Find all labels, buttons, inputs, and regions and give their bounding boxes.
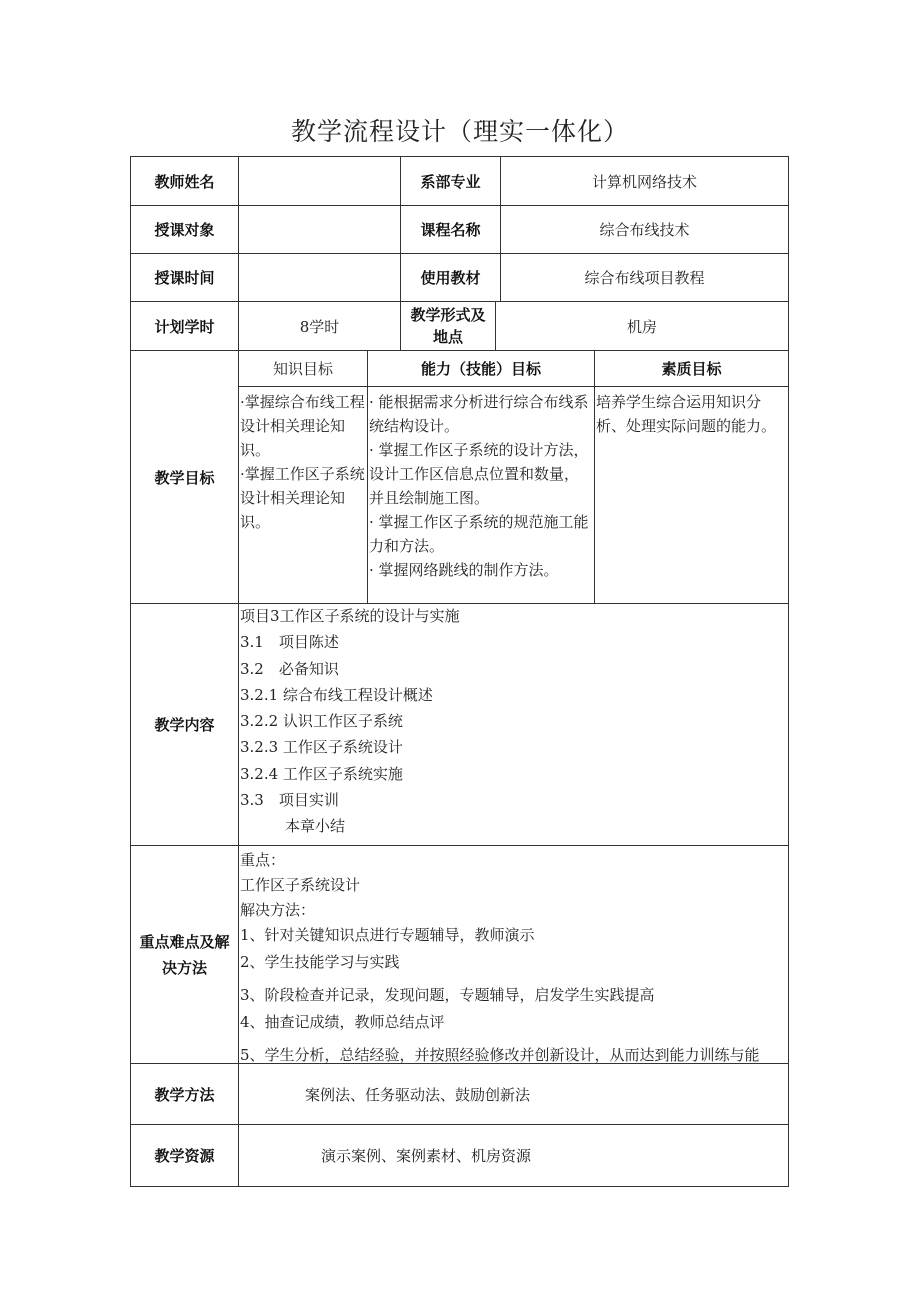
list-item: · 掌握工作区子系统的设计方法，设计工作区信息点位置和数量，并且绘制施工图。 (369, 441, 589, 507)
course-value: 综合布线技术 (599, 221, 690, 239)
list-item: · 掌握网络跳线的制作方法。 (369, 561, 559, 579)
content-label: 教学内容 (154, 716, 215, 734)
audience-label: 授课对象 (154, 221, 215, 239)
teacher-name-label: 教师姓名 (154, 172, 215, 191)
content-lines (240, 603, 780, 845)
list-item: 本章小结 (240, 817, 346, 836)
key-points-label: 重点难点及解决方法 (139, 932, 230, 977)
resources-label: 教学资源 (154, 1147, 215, 1165)
list-item: 项目3工作区子系统的设计与实施 (240, 607, 460, 625)
audience-field[interactable] (239, 206, 400, 253)
list-item: 工作区子系统设计 (240, 876, 361, 894)
hours-value: 8学时 (299, 317, 340, 336)
list-item: 1、针对关键知识点进行专题辅导，教师演示 (240, 926, 535, 944)
time-label: 授课时间 (154, 269, 215, 287)
list-item: 4、抽查记成绩，教师总结点评 (240, 1013, 445, 1031)
course-label: 课程名称 (420, 221, 481, 239)
list-item: 3.2.2 认识工作区子系统 (240, 712, 403, 731)
form-value: 机房 (626, 317, 657, 336)
quality-text (596, 390, 786, 600)
knowledge-items (240, 390, 367, 600)
department-value: 计算机网络技术 (591, 172, 697, 191)
list-item: 3、阶段检查并记录，发现问题，专题辅导，启发学生实践提高 (240, 986, 655, 1004)
quality-paragraph: 培养学生综合运用知识分析、处理实际问题的能力。 (596, 393, 777, 435)
list-item: 3.3 项目实训 (240, 791, 339, 810)
col-divider (367, 350, 368, 604)
table-border-right (788, 156, 789, 1187)
teacher-name-field[interactable] (239, 157, 400, 205)
row-divider (238, 386, 789, 387)
list-item: ·掌握综合布线工程设计相关理论知识。 (240, 393, 365, 459)
list-item: 3.2.4 工作区子系统实施 (240, 764, 403, 783)
textbook-label: 使用教材 (420, 269, 481, 287)
ability-header: 能力（技能）目标 (420, 360, 541, 378)
list-item (240, 840, 780, 845)
col-divider (594, 350, 595, 604)
list-item: · 能根据需求分析进行综合布线系统结构设计。 (369, 393, 589, 435)
list-item: · 掌握工作区子系统的规范施工能力和方法。 (369, 513, 589, 555)
methods-value: 案例法、任务驱动法、鼓励创新法 (305, 1085, 531, 1104)
list-item: ·掌握工作区子系统设计相关理论知识。 (240, 465, 365, 531)
list-item: 5、学生分析，总结经验，并按照经验修改并创新设计，从而达到能力训练与能 (240, 1046, 760, 1063)
ability-items (369, 390, 593, 600)
list-item: 解决方法： (240, 901, 316, 919)
list-item: 3.2.3 工作区子系统设计 (240, 738, 403, 757)
quality-header: 素质目标 (661, 360, 722, 378)
objectives-label: 教学目标 (154, 468, 215, 487)
form-label: 教学形式及地点 (410, 306, 486, 346)
textbook-value: 综合布线项目教程 (584, 269, 705, 287)
key-points-lines (240, 848, 786, 1063)
hours-label: 计划学时 (154, 317, 215, 336)
list-item: 重点： (240, 851, 286, 869)
time-field[interactable] (239, 254, 400, 301)
list-item: 2、学生技能学习与实践 (240, 953, 400, 971)
page-title: 教学流程设计（理实一体化） (290, 117, 629, 146)
list-item: 3.2 必备知识 (240, 659, 339, 678)
department-label: 系部专业 (420, 172, 481, 191)
list-item: 3.1 项目陈述 (240, 633, 339, 652)
methods-label: 教学方法 (154, 1085, 215, 1104)
list-item: 3.2.1 综合布线工程设计概述 (240, 685, 433, 704)
resources-value: 演示案例、案例素材、机房资源 (321, 1147, 532, 1165)
knowledge-header: 知识目标 (272, 360, 333, 378)
table-border-bottom (130, 1186, 789, 1187)
